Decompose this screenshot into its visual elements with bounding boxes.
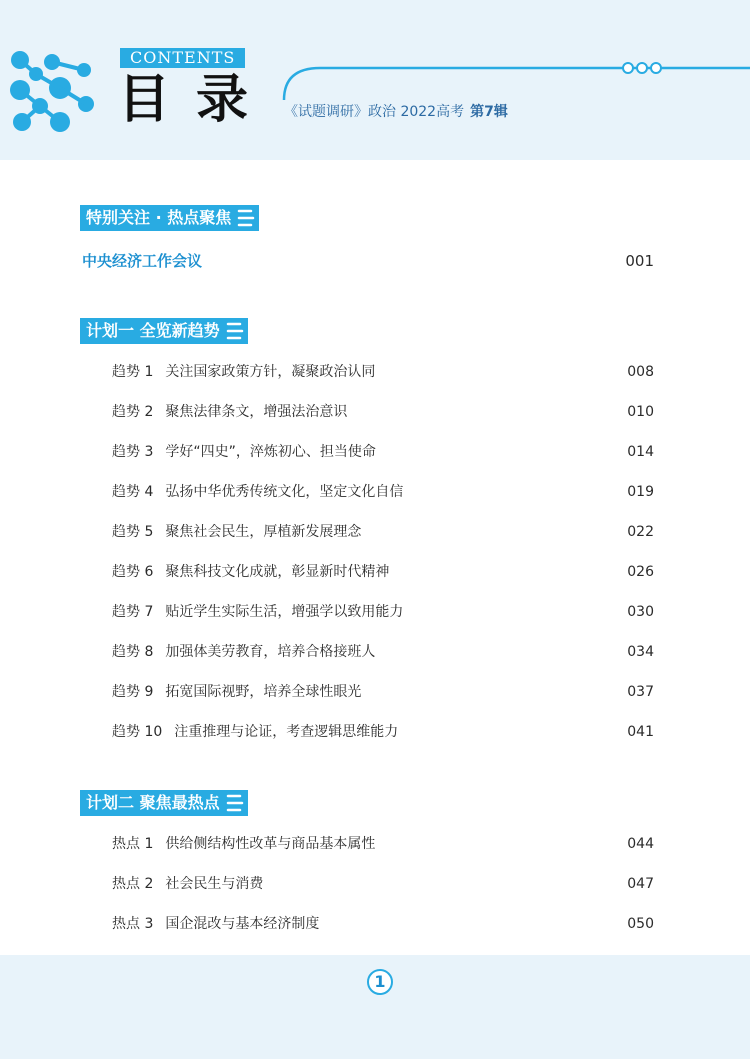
entry-title: 关注国家政策方针，凝聚政治认同	[165, 364, 376, 380]
toc-entry[interactable]	[112, 872, 654, 896]
toc-entry[interactable]	[112, 680, 654, 704]
entry-page: 022	[627, 524, 654, 540]
entry-page: 019	[627, 484, 654, 500]
toc-entry[interactable]	[112, 440, 654, 464]
wave-deco-icon	[237, 207, 255, 229]
entry-title: 聚焦法律条文，增强法治意识	[165, 404, 348, 420]
entry-page: 014	[627, 444, 654, 460]
entry-page: 030	[627, 604, 654, 620]
entry-page: 047	[627, 876, 654, 892]
entry-label: 热点 2	[112, 876, 154, 892]
page-number: 1	[367, 969, 393, 995]
entry-page: 044	[627, 836, 654, 852]
toc-entry-special[interactable]	[82, 249, 654, 273]
entry-label: 趋势 4	[112, 484, 154, 500]
entry-title: 拓宽国际视野，培养全球性眼光	[165, 684, 362, 700]
entry-label: 趋势 1	[112, 364, 154, 380]
entry-label: 热点 3	[112, 916, 154, 932]
entry-page: 037	[627, 684, 654, 700]
entry-title: 学好“四史”，淬炼初心、担当使命	[165, 444, 376, 460]
entry-title: 聚焦科技文化成就，彰显新时代精神	[165, 564, 390, 580]
entry-label: 趋势 6	[112, 564, 154, 580]
section-title: 计划一 全览新趋势	[86, 321, 220, 340]
toc-entry[interactable]	[112, 720, 654, 744]
toc-entry[interactable]	[112, 480, 654, 504]
toc-entry[interactable]	[112, 832, 654, 856]
entry-title: 贴近学生实际生活，增强学以致用能力	[165, 604, 404, 620]
page-title: 目录	[118, 70, 275, 130]
toc-entry[interactable]	[112, 600, 654, 624]
toc-entry[interactable]	[112, 912, 654, 936]
entry-title: 供给侧结构性改革与商品基本属性	[165, 836, 376, 852]
entry-page: 008	[627, 364, 654, 380]
entry-title: 国企混改与基本经济制度	[165, 916, 320, 932]
publication-name: 《试题调研》政治 2022高考	[284, 104, 465, 120]
entry-title: 弘扬中华优秀传统文化，坚定文化自信	[165, 484, 404, 500]
entry-label: 趋势 9	[112, 684, 154, 700]
contents-label: CONTENTS	[120, 48, 245, 68]
publication-subtitle	[284, 101, 508, 121]
entry-page: 034	[627, 644, 654, 660]
entry-label: 趋势 10	[112, 724, 163, 740]
entry-label: 趋势 7	[112, 604, 154, 620]
entry-page: 001	[625, 252, 654, 270]
molecule-logo-icon	[0, 40, 110, 140]
entry-title: 社会民生与消费	[165, 876, 264, 892]
toc-entry[interactable]	[112, 640, 654, 664]
entry-page: 026	[627, 564, 654, 580]
toc-entry[interactable]	[112, 400, 654, 424]
entry-page: 010	[627, 404, 654, 420]
header-rule-decoration	[280, 60, 750, 100]
section-header-plan1	[80, 318, 248, 344]
entry-label: 趋势 3	[112, 444, 154, 460]
entry-label: 趋势 5	[112, 524, 154, 540]
toc-entry[interactable]	[112, 520, 654, 544]
entry-label: 热点 1	[112, 836, 154, 852]
entry-title: 注重推理与论证，考查逻辑思维能力	[174, 724, 399, 740]
section-title: 计划二 聚焦最热点	[86, 793, 220, 812]
toc-entry[interactable]	[112, 560, 654, 584]
section-header-special	[80, 205, 259, 231]
entry-title: 中央经济工作会议	[82, 252, 203, 270]
entry-title: 加强体美劳教育，培养合格接班人	[165, 644, 376, 660]
entry-page: 050	[627, 916, 654, 932]
section-title: 特别关注 · 热点聚焦	[86, 208, 232, 227]
entry-title: 聚焦社会民生，厚植新发展理念	[165, 524, 362, 540]
issue-number: 第7辑	[470, 104, 508, 120]
toc-entry[interactable]	[112, 360, 654, 384]
entry-page: 041	[627, 724, 654, 740]
section-header-plan2	[80, 790, 248, 816]
entry-label: 趋势 2	[112, 404, 154, 420]
wave-deco-icon	[226, 320, 244, 342]
entry-label: 趋势 8	[112, 644, 154, 660]
wave-deco-icon	[226, 792, 244, 814]
